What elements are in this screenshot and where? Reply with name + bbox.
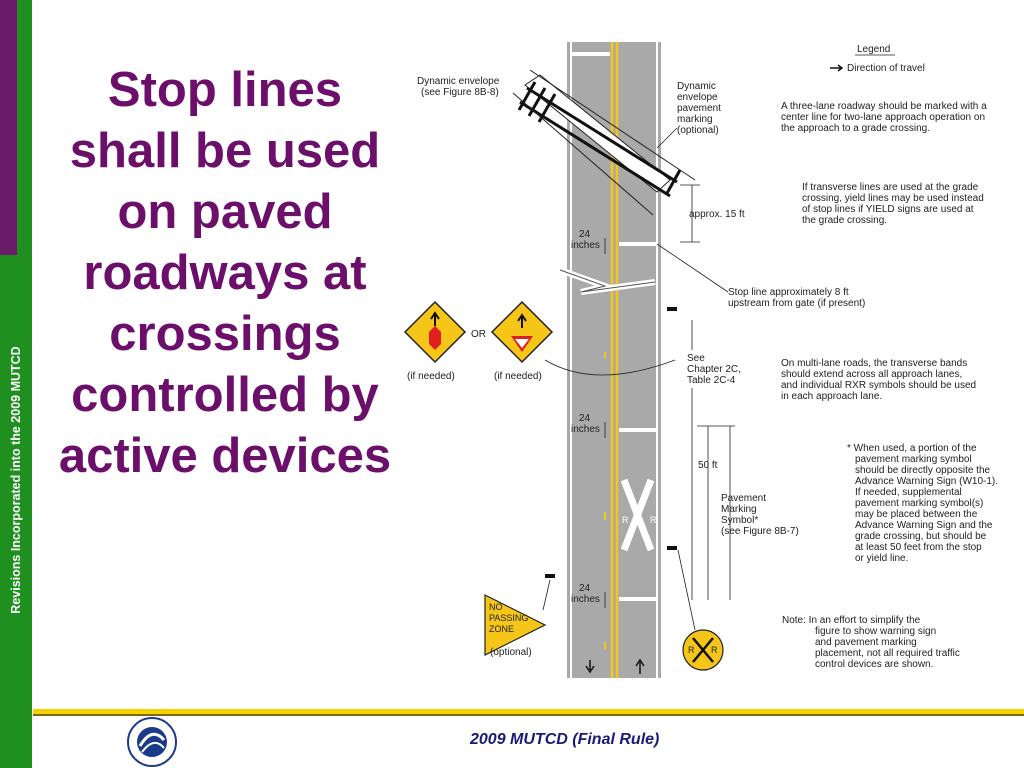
label-inches-upper: inches: [571, 240, 600, 251]
legend-item: Direction of travel: [847, 63, 925, 74]
three-lane-note-3: the approach to a grade crossing.: [781, 123, 930, 134]
see-chapter-2: Chapter 2C,: [687, 364, 741, 375]
grade-crossing-diagram: [395, 30, 1024, 685]
pms-label-4: (see Figure 8B-7): [721, 526, 799, 537]
label-24-lower: 24: [579, 583, 591, 594]
label-de-marking-2: envelope: [677, 92, 718, 103]
multilane-note-1: On multi-lane roads, the transverse bands: [781, 358, 968, 369]
multilane-note-3: and individual RXR symbols should be used: [781, 380, 977, 391]
svg-text:R: R: [688, 645, 695, 655]
svg-text:R: R: [711, 645, 718, 655]
legend-title: Legend: [857, 44, 891, 55]
note-3: and pavement marking: [815, 637, 917, 648]
stop-sign-warning: [405, 302, 465, 362]
label-dynamic-envelope-1: Dynamic envelope: [417, 76, 500, 87]
stop-line-note-2: upstream from gate (if present): [728, 298, 866, 309]
stop-line-note-1: Stop line approximately 8 ft: [728, 287, 849, 298]
label-de-marking-4: marking: [677, 114, 713, 125]
multilane-note-4: in each approach lane.: [781, 391, 883, 402]
svg-text:R: R: [650, 515, 657, 525]
note-1: Note: In an effort to simplify the: [782, 615, 921, 626]
slide-headline: Stop lines shall be used on paved roadways at crossings controlled by active devices: [58, 63, 392, 483]
when-used-note-11: or yield line.: [855, 553, 909, 564]
label-optional: (optional): [490, 647, 532, 658]
when-used-note-1: * When used, a portion of the: [847, 443, 977, 454]
three-lane-note-2: center line for two-lane approach operation on: [781, 112, 986, 123]
label-inches-middle: inches: [571, 424, 600, 435]
label-inches-lower: inches: [571, 594, 600, 605]
label-24-upper: 24: [579, 229, 591, 240]
see-chapter-1: See: [687, 353, 705, 364]
three-lane-note-1: A three-lane roadway should be marked with a: [781, 101, 987, 112]
usdot-seal-logo: [124, 716, 180, 768]
transverse-note-1: If transverse lines are used at the grade: [802, 182, 979, 193]
pms-label-2: Marking: [721, 504, 757, 515]
when-used-note-8: Advance Warning Sign and the: [855, 520, 993, 531]
when-used-note-7: may be placed between the: [855, 509, 978, 520]
when-used-note-4: Advance Warning Sign (W10-1).: [855, 476, 999, 487]
when-used-note-6: pavement marking symbol(s): [855, 498, 984, 509]
when-used-note-5: If needed, supplemental: [855, 487, 962, 498]
when-used-note-10: at least 50 feet from the stop: [855, 542, 982, 553]
svg-text:PASSING: PASSING: [489, 613, 529, 623]
label-or: OR: [471, 329, 486, 340]
label-24-middle: 24: [579, 413, 591, 424]
when-used-note-3: should be directly opposite the: [855, 465, 991, 476]
note-5: control devices are shown.: [815, 659, 934, 670]
multilane-note-2: should extend across all approach lanes,: [781, 369, 963, 380]
when-used-note-9: grade crossing, but should be: [855, 531, 987, 542]
footer-rule-dark: [33, 714, 1024, 716]
label-dynamic-envelope-2: (see Figure 8B-8): [421, 87, 499, 98]
label-de-marking-3: pavement: [677, 103, 721, 114]
legend-arrow: [830, 65, 842, 71]
label-de-marking-5: (optional): [677, 125, 719, 136]
when-used-note-2: pavement marking symbol: [855, 454, 972, 465]
label-de-marking-1: Dynamic: [677, 81, 716, 92]
footer-title: 2009 MUTCD (Final Rule): [470, 731, 660, 748]
yield-sign-warning: [492, 302, 552, 362]
transverse-note-2: crossing, yield lines may be used instead: [802, 193, 984, 204]
label-approx-15ft: approx. 15 ft: [689, 209, 745, 220]
transverse-note-4: the grade crossing.: [802, 215, 888, 226]
pms-label-1: Pavement: [721, 493, 767, 504]
no-passing-zone-sign: [485, 595, 545, 655]
rxr-advance-warning-sign: [683, 630, 723, 670]
sidebar-purple-bar: [0, 0, 17, 255]
svg-text:ZONE: ZONE: [489, 624, 515, 634]
label-50ft: 50 ft: [698, 460, 718, 471]
pms-label-3: Symbol*: [721, 515, 759, 526]
sidebar-green-strip: [17, 0, 32, 255]
svg-text:R: R: [622, 515, 629, 525]
transverse-note-3: of stop lines if YIELD signs are used at: [802, 204, 974, 215]
label-if-needed-1: (if needed): [407, 371, 455, 382]
note-4: placement, not all required traffic: [815, 648, 960, 659]
label-if-needed-2: (if needed): [494, 371, 542, 382]
see-chapter-3: Table 2C-4: [687, 375, 736, 386]
note-2: figure to show warning sign: [815, 626, 937, 637]
svg-text:NO: NO: [489, 602, 503, 612]
